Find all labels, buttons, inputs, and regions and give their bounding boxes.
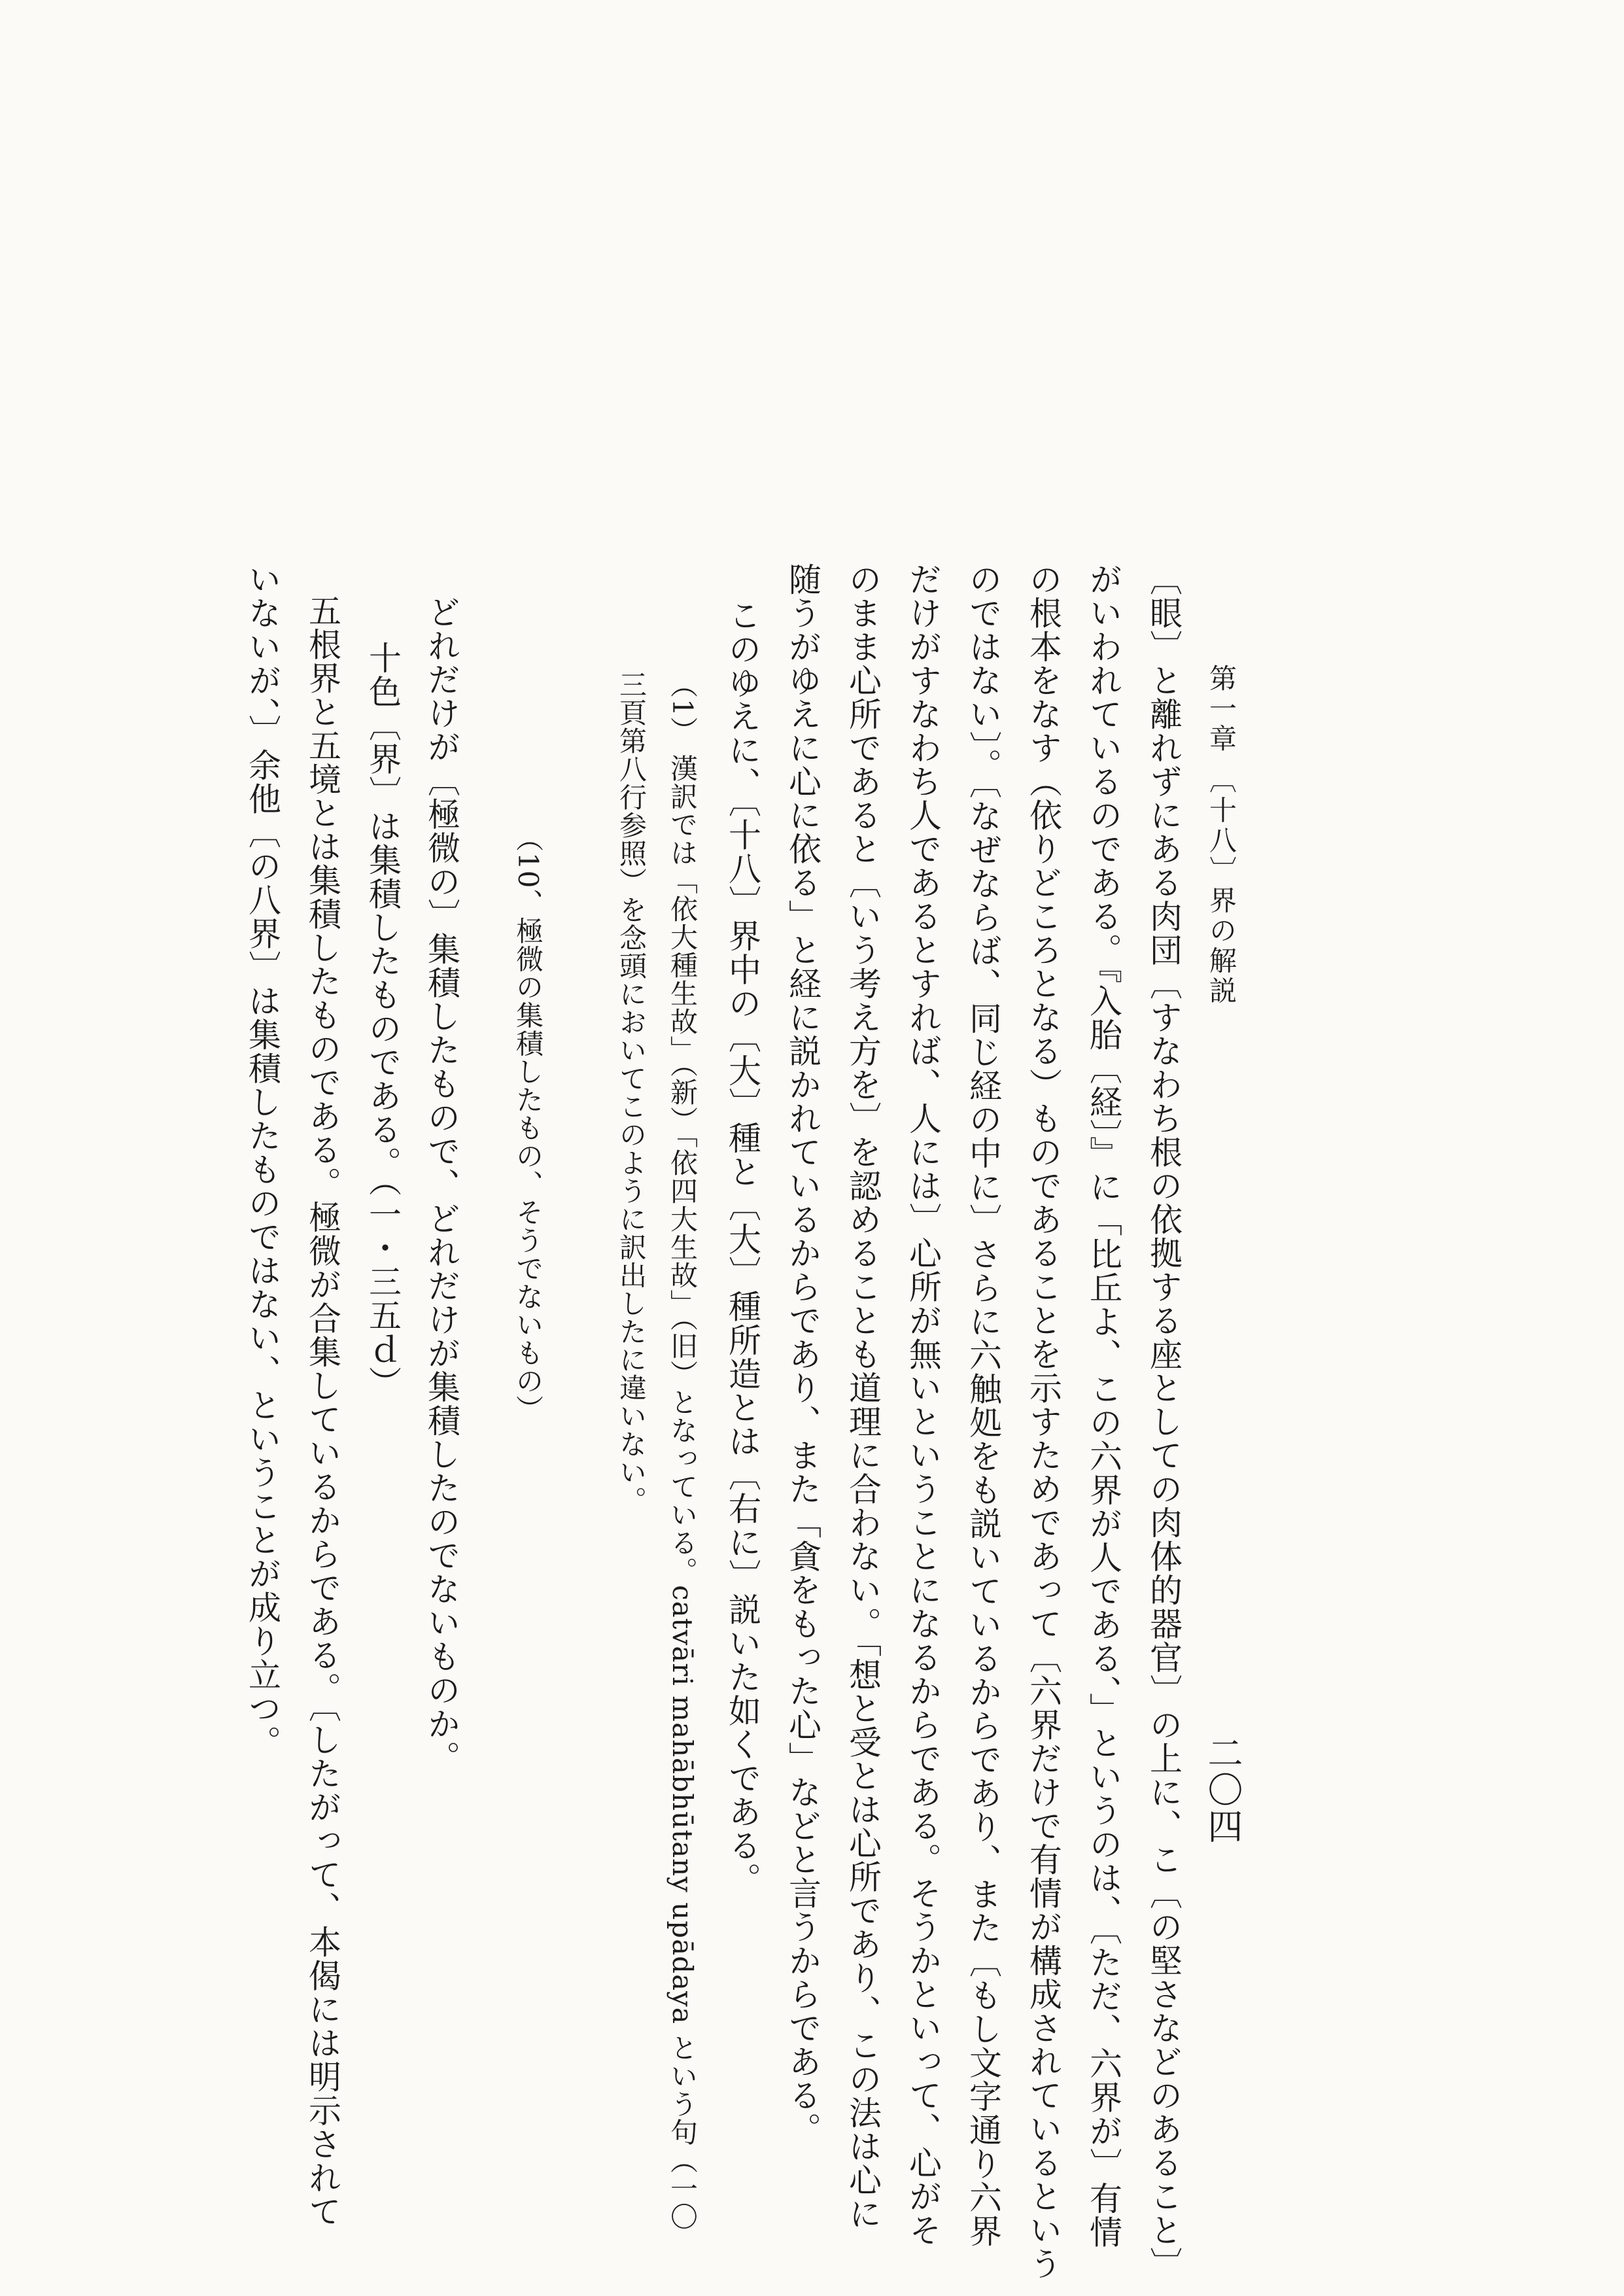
section-heading: （10、極微の集積したもの、そうでないもの） <box>512 824 544 1423</box>
body-line: 随うがゆえに心に依る」と経に説かれているからであり、また「貪をもった心」などと言うからである。 <box>784 563 821 2146</box>
body-line: このゆえに、〔十八〕界中の〔大〕種と〔大〕種所造とは〔右に〕説いた如くである。 <box>723 599 761 1896</box>
footnote-line: （1） 漢訳では「依大種生故」（新）「依四大生故」（旧）となっている。catvāri mahābhūtany upādaya という句（一〇 <box>666 670 699 2231</box>
page-number: 二〇四 <box>1202 1735 1243 1845</box>
commentary-line: いないが、〕余他〔の八界〕は集積したものではない、ということが成り立つ。 <box>243 563 281 1759</box>
running-title: 第一章 〔十八〕界の解説 <box>1205 664 1237 1007</box>
question-line: どれだけが〔極微の〕集積したもので、どれだけが集積したのでないものか。 <box>423 595 460 1775</box>
body-line: だけがすなわち人であるとすれば、人には〕心所が無いということになるからである。そうかといって、心がそ <box>904 563 942 2247</box>
body-line: のではない〕。〔なぜならば、同じ経の中に〕さらに六触処をも説いているからであり、また〔もし文字通り六界 <box>964 563 1002 2248</box>
footnote-line: 三頁第八行参照）を念頭においてこのように訳出したに違いない。 <box>615 670 648 1514</box>
body-line: の根本をなす（依りどころとなる）ものであることを示すためであって〔六界だけで有情が構成されているという <box>1024 563 1062 2281</box>
body-line: のまま心所であると〔いう考え方を〕を認めることも道理に合わない。「想と受とは心所であり、この法は心に <box>844 563 882 2231</box>
commentary-line: 五根界と五境とは集積したものである。極微が合集しているからである。〔したがって、本偈には明示されて <box>303 594 341 2229</box>
body-line: 〔眼〕と離れずにある肉団〔すなわち根の依拠する座としての肉体的器官〕の上に、こ〔の堅さなどのあること〕 <box>1145 563 1183 2281</box>
verse-line: 十色〔界〕は集積したものである。（一・三五ｄ） <box>364 641 402 1400</box>
body-line: がいわれているのである。『入胎〔経〕』に「比丘よ、この六界が人である、」というのは、〔ただ、六界が〕有情 <box>1084 563 1122 2249</box>
